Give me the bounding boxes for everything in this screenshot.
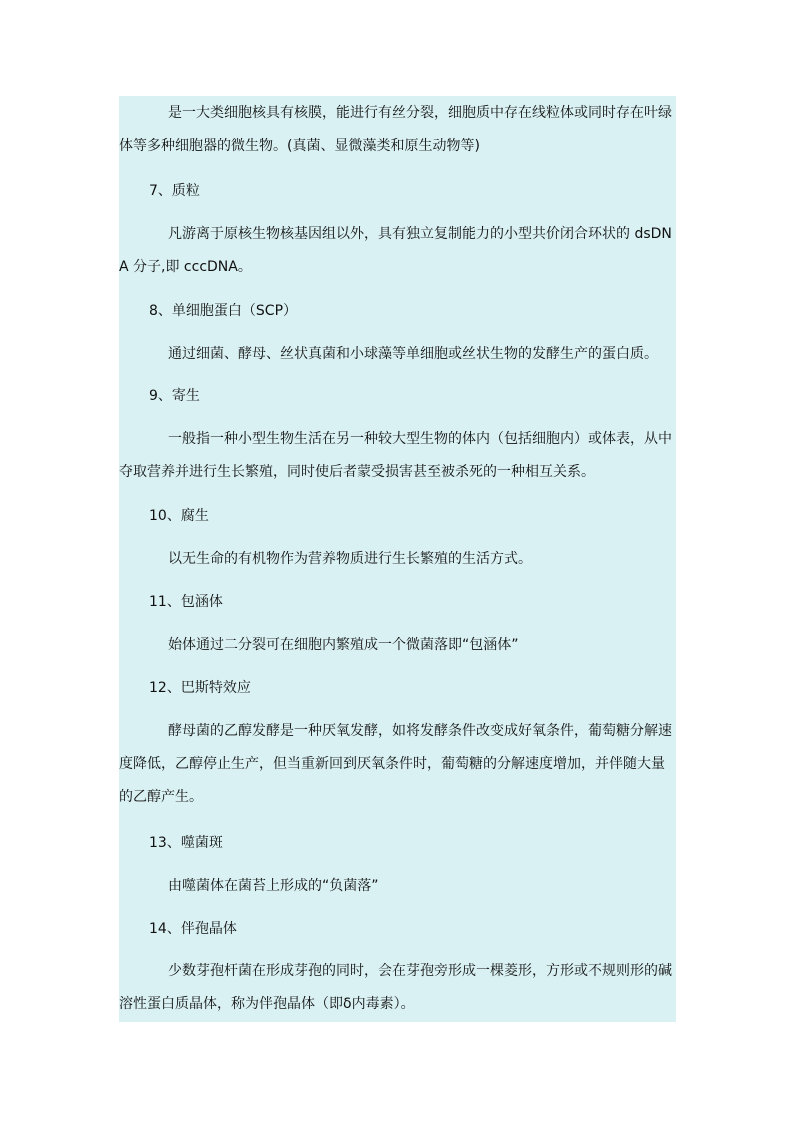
term-heading-scp: 8、单细胞蛋白（SCP） — [149, 303, 298, 319]
definition-saprophytism: 以无生命的有机物作为营养物质进行生长繁殖的生活方式。 — [168, 551, 532, 567]
term-heading-saprophytism: 10、腐生 — [149, 508, 209, 524]
definition-pasteur-effect: 酵母菌的乙醇发酵是一种厌氧发酵，如将发酵条件改变成好氧条件，葡萄糖分解速度降低，乙醇停止生产，但当重新回到厌氧条件时，葡萄糖的分解速度增加，并伴随大量的乙醇产生。 — [119, 723, 672, 805]
definition-scp: 通过细菌、酵母、丝状真菌和小球藻等单细胞或丝状生物的发酵生产的蛋白质。 — [168, 346, 658, 362]
term-heading-inclusion-body: 11、包涵体 — [149, 594, 223, 610]
term-heading-pasteur-effect: 12、巴斯特效应 — [149, 680, 251, 696]
term-heading-parasporal-crystal: 14、伴孢晶体 — [149, 921, 237, 937]
definition-parasitism: 一般指一种小型生物生活在另一种较大型生物的体内（包括细胞内）或体表，从中夺取营养并进行生长繁殖，同时使后者蒙受损害甚至被杀死的一种相互关系。 — [119, 431, 672, 480]
term-heading-parasitism: 9、寄生 — [149, 388, 200, 404]
content-block — [119, 96, 676, 1022]
definition-parasporal-crystal: 少数芽孢杆菌在形成芽孢的同时，会在芽孢旁形成一棵菱形，方形或不规则形的碱溶性蛋白质晶体，称为伴孢晶体（即δ内毒素）。 — [119, 963, 672, 1012]
definition-inclusion-body: 始体通过二分裂可在细胞内繁殖成一个微菌落即“包涵体” — [168, 637, 519, 653]
term-heading-plasmid: 7、质粒 — [149, 183, 200, 199]
definition-eukaryote: 是一大类细胞核具有核膜，能进行有丝分裂，细胞质中存在线粒体或同时存在叶绿体等多种细胞器的微生物。(真菌、显微藻类和原生动物等) — [119, 105, 672, 154]
definition-plasmid: 凡游离于原核生物核基因组以外，具有独立复制能力的小型共价闭合环状的 dsDNA 分子,即 cccDNA。 — [119, 226, 672, 275]
definition-plaque: 由噬菌体在菌苔上形成的“负菌落” — [168, 878, 379, 894]
term-heading-plaque: 13、噬菌斑 — [149, 835, 223, 851]
